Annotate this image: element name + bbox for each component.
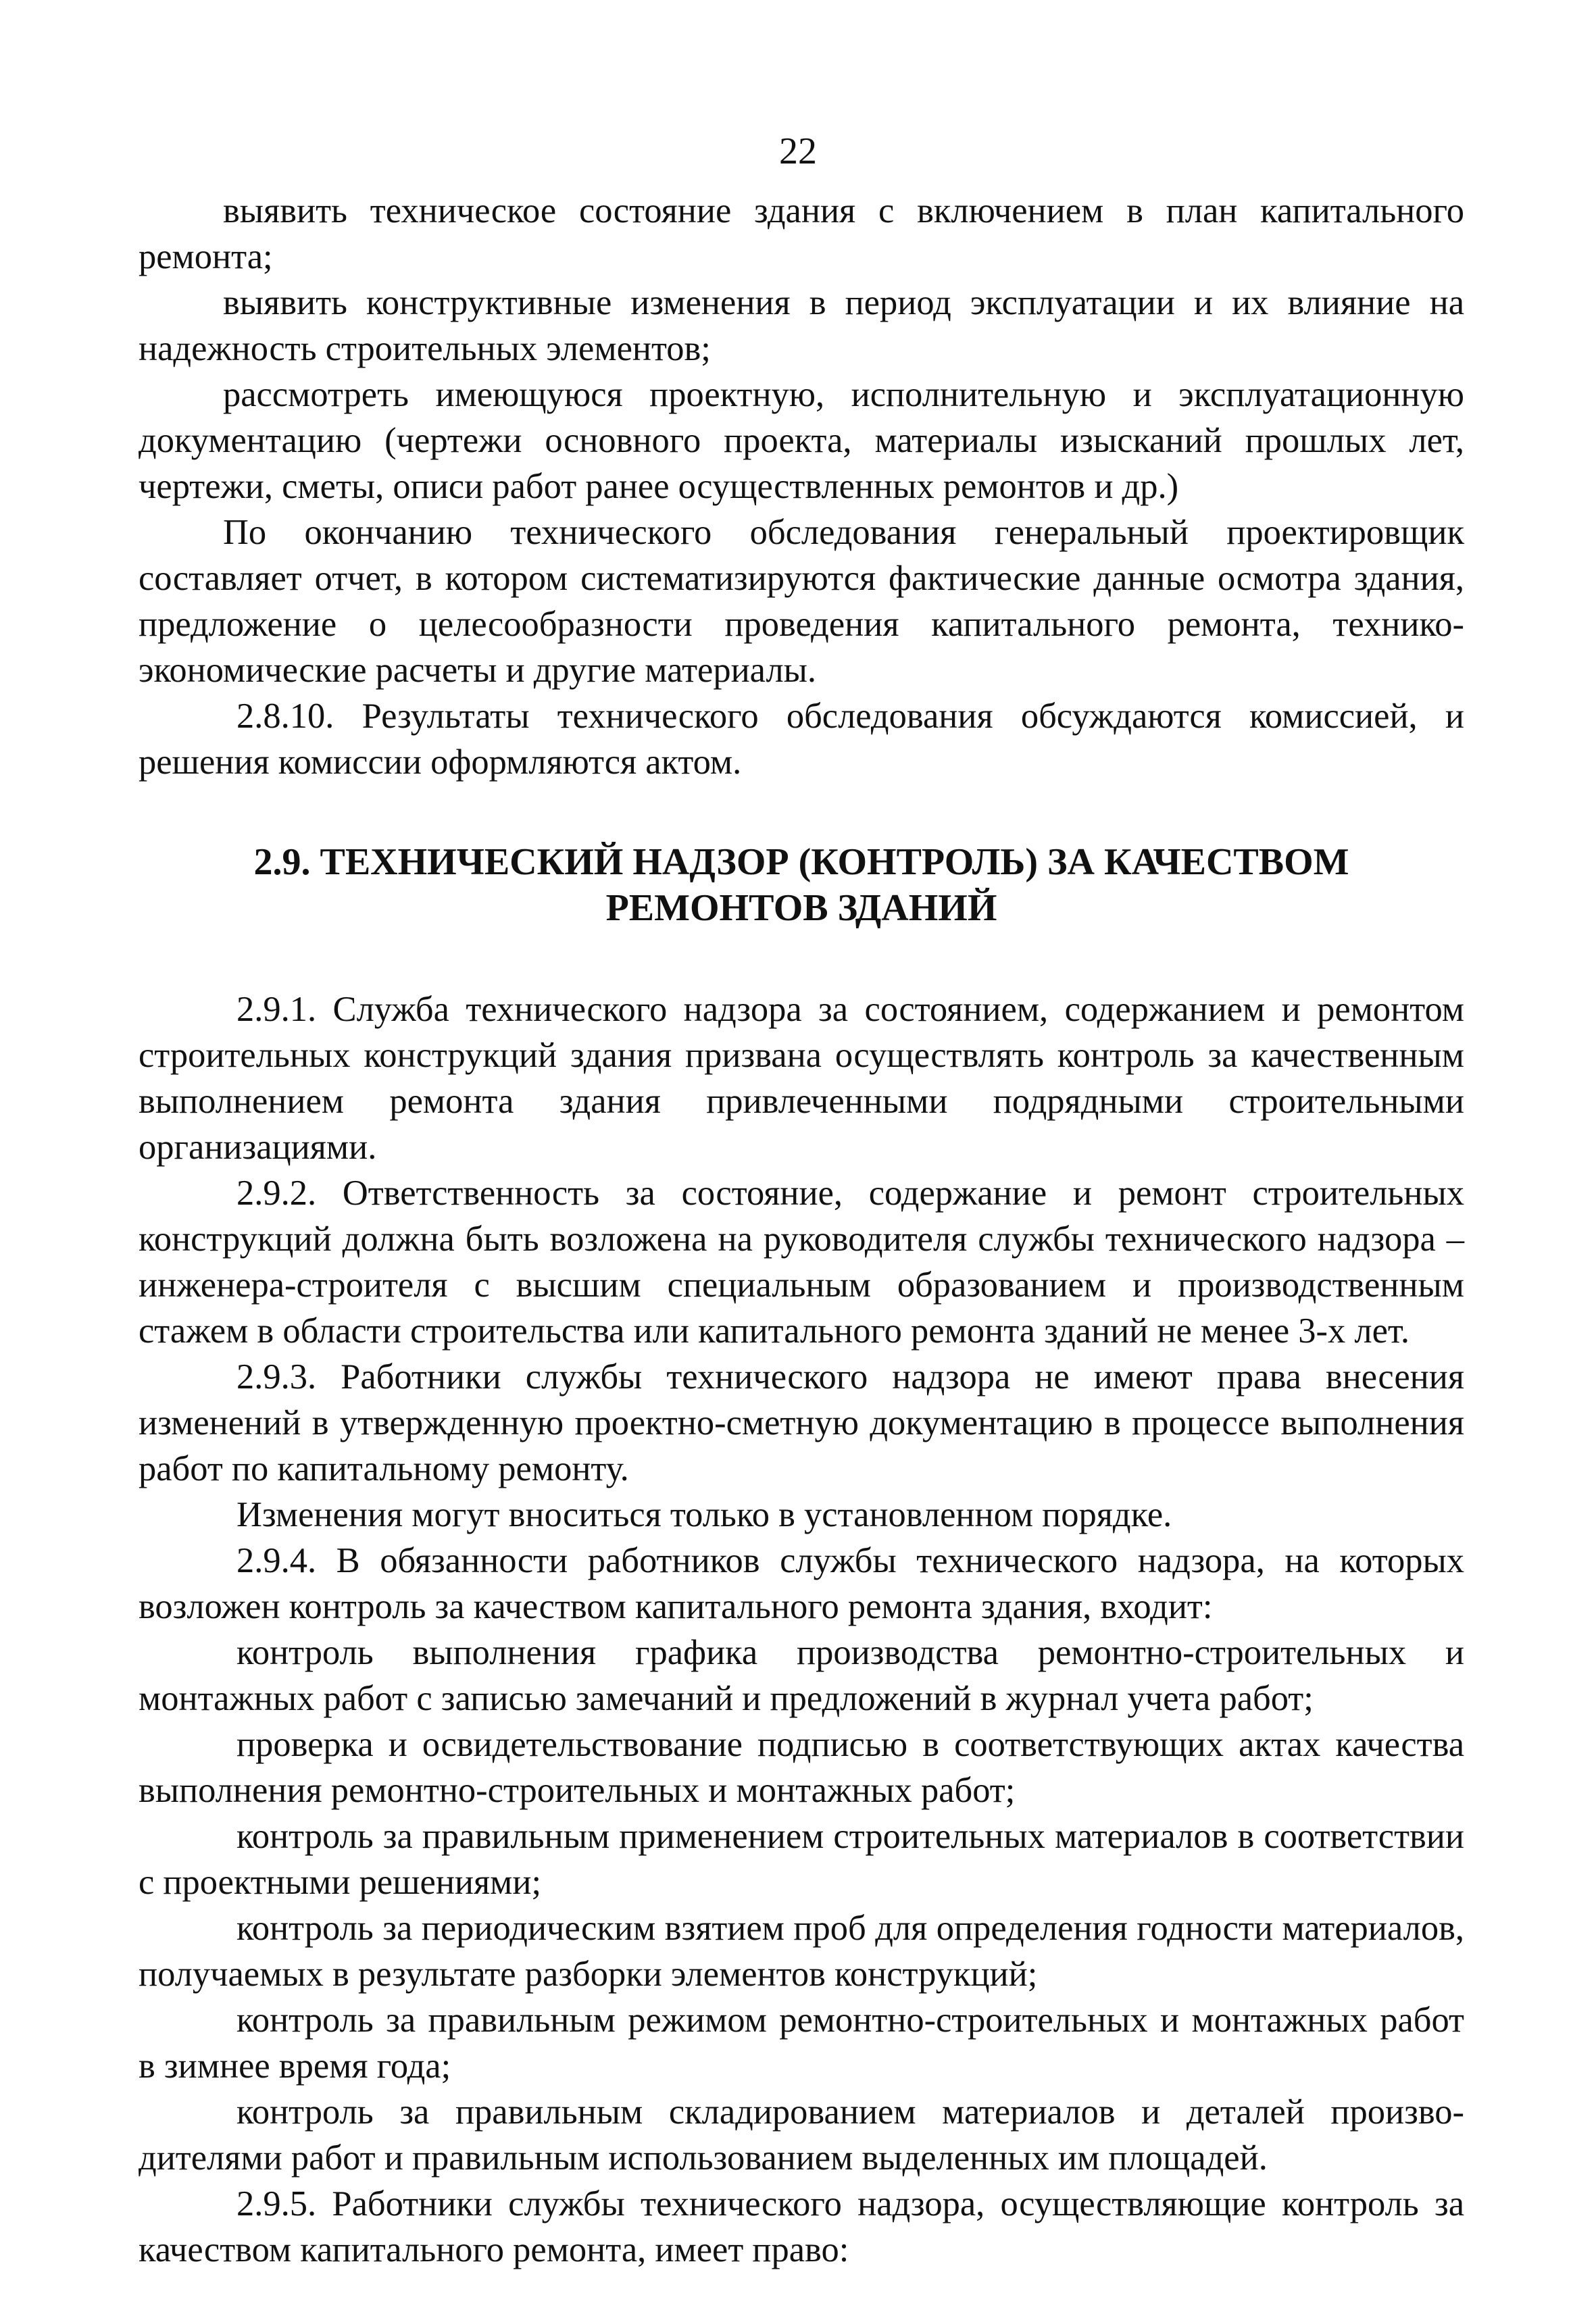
document-body	[139, 188, 1464, 2273]
paragraph: контроль за правильным складированием материалов и деталей производителями работ и правильным использованием выделенных им площадей.	[139, 2092, 1464, 2178]
paragraph: По окончанию технического обследования генеральный проектировщик составляет отчет, в котором систематизируются фактические данные осмотра здания, предложение о целесообразности проведения капитального ремонта, технико-экономические расчеты и другие материалы.	[139, 513, 1464, 690]
paragraph: 2.9.4. В обязанности работников службы технического надзора, на которых возложен контроль за качеством капитального ремонта здания, входит:	[139, 1541, 1464, 1626]
paragraph: выявить техническое состояние здания с включением в план капитального ремонта;	[139, 191, 1464, 276]
paragraph: контроль за правильным режимом ремонтно-строительных и монтажных работ в зимнее время года;	[139, 2001, 1464, 2086]
page-number: 22	[779, 130, 817, 172]
paragraph: 2.9.1. Служба технического надзора за состоянием, содержанием и ремонтом строительных конструкций здания призвана осуществлять контроль за качественным выполнением ремонта здания привлеченными подрядными строительными организациями.	[139, 990, 1464, 1167]
paragraph: проверка и освидетельствование подписью в соответствующих актах качества выполнения ремонтно-строительных и монтажных работ;	[139, 1725, 1464, 1810]
paragraph: Изменения могут вноситься только в установленном порядке.	[236, 1495, 1172, 1534]
section-heading-line: РЕМОНТОВ ЗДАНИЙ	[605, 887, 997, 929]
paragraph: рассмотреть имеющуюся проектную, исполнительную и эксплуатационную документацию (чертежи основного проекта, материалы изысканий прошлых лет, чертежи, сметы, описи работ ранее осуществленных ремонтов и др.)	[139, 375, 1464, 506]
paragraph: контроль за периодическим взятием проб для определения годности материалов, получаемых в результате разборки элементов конструкций;	[139, 1909, 1464, 1994]
paragraph: контроль за правильным применением строительных материалов в соответствии с проектными решениями;	[139, 1817, 1464, 1902]
section-heading	[139, 839, 1464, 931]
paragraph: 2.9.3. Работники службы технического надзора не имеют права внесения изменений в утвержденную проектно-сметную документацию в процессе выполнения работ по капитальному ремонту.	[139, 1357, 1464, 1488]
section-heading-line: 2.9. ТЕХНИЧЕСКИЙ НАДЗОР (КОНТРОЛЬ) ЗА КАЧЕСТВОМ	[253, 841, 1349, 883]
paragraph: 2.8.10. Результаты технического обследования обсуждаются комиссией, и решения комиссии оформляются актом.	[139, 697, 1464, 782]
paragraph: 2.9.5. Работники службы технического надзора, осуществляющие контроль за качеством капитального ремонта, имеет право:	[139, 2184, 1464, 2269]
paragraph: контроль выполнения графика производства ремонтно-строительных и монтажных работ с записью замечаний и предложений в журнал учета работ;	[139, 1633, 1464, 1718]
paragraph: 2.9.2. Ответственность за состояние, содержание и ремонт строительных конструкций должна быть возложена на руководителя службы технического надзора – инженера-строителя с высшим специальным образованием и производственным стажем в области строительства или капитального ремонта зданий не менее 3-х лет.	[139, 1174, 1464, 1351]
paragraph: выявить конструктивные изменения в период эксплуатации и их влияние на надежность строительных элементов;	[139, 283, 1464, 368]
